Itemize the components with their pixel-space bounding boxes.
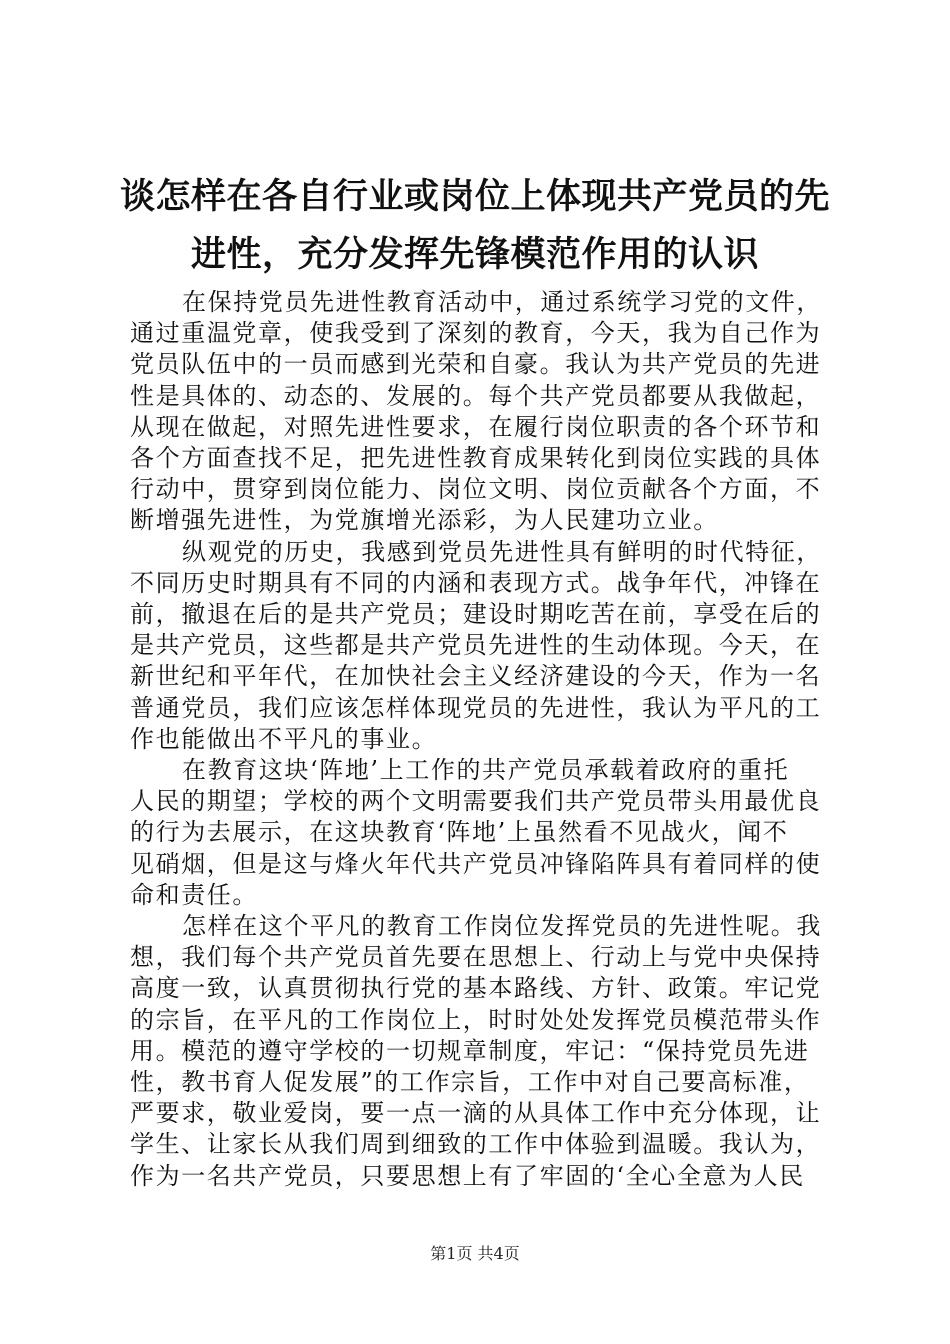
text-line: 高度一致，认真贯彻执行党的基本路线、方针、政策。牢记党 <box>130 974 822 1003</box>
text-line: 的宗旨，在平凡的工作岗位上，时时处处发挥党员模范带头作 <box>130 1005 822 1034</box>
text-line: 见硝烟，但是这与烽火年代共产党员冲锋陷阵具有着同样的使 <box>130 849 822 878</box>
paragraph-4 <box>130 911 830 1192</box>
text-line: 怎样在这个平凡的教育工作岗位发挥党员的先进性呢。我 <box>182 912 822 941</box>
document-title <box>120 168 830 284</box>
paragraph-3 <box>130 755 830 911</box>
text-line: 在保持党员先进性教育活动中，通过系统学习党的文件， <box>182 288 822 316</box>
text-line: 从现在做起，对照先进性要求，在履行岗位职责的各个环节和 <box>130 412 822 441</box>
paragraph-2 <box>130 537 830 755</box>
text-line: 新世纪和平年代，在加快社会主义经济建设的今天，作为一名 <box>130 662 822 691</box>
title-line: 进性，充分发挥先锋模范作用的认识 <box>190 235 759 275</box>
text-line: 命和责任。 <box>130 880 258 909</box>
text-line: 行动中，贯穿到岗位能力、岗位文明、岗位贡献各个方面，不 <box>130 475 822 504</box>
text-line: 是共产党员，这些都是共产党员先进性的生动体现。今天，在 <box>130 631 822 660</box>
text-line: 通过重温党章，使我受到了深刻的教育，今天，我为自己作为 <box>130 319 822 348</box>
text-line: 人民的期望；学校的两个文明需要我们共产党员带头用最优良 <box>130 787 822 816</box>
text-line: 各个方面查找不足，把先进性教育成果转化到岗位实践的具体 <box>130 444 822 473</box>
paragraph-1 <box>130 287 830 537</box>
text-line: 作也能做出不平凡的事业。 <box>130 724 438 753</box>
document-body <box>130 287 830 1192</box>
text-line: 的行为去展示，在这块教育‘阵地’上虽然看不见战火，闻不 <box>130 818 789 847</box>
text-line: 断增强先进性，为党旗增光添彩，为人民建功立业。 <box>130 506 719 535</box>
text-line: 前，撤退在后的是共产党员；建设时期吃苦在前，享受在后的 <box>130 600 822 629</box>
title-line: 谈怎样在各自行业或岗位上体现共产党员的先 <box>120 177 831 217</box>
text-line: 想，我们每个共产党员首先要在思想上、行动上与党中央保持 <box>130 943 822 972</box>
page-number-footer: 第1页 共4页 <box>430 1244 520 1263</box>
text-line: 用。模范的遵守学校的一切规章制度，牢记：“保持党员先进 <box>130 1036 810 1065</box>
text-line: 党员队伍中的一员而感到光荣和自豪。我认为共产党员的先进 <box>130 350 822 379</box>
text-line: 普通党员，我们应该怎样体现党员的先进性，我认为平凡的工 <box>130 693 822 722</box>
text-line: 性是具体的、动态的、发展的。每个共产党员都要从我做起， <box>130 381 822 410</box>
text-line: 严要求，敬业爱岗，要一点一滴的从具体工作中充分体现，让 <box>130 1099 822 1128</box>
text-line: 纵观党的历史，我感到党员先进性具有鲜明的时代特征， <box>182 537 822 566</box>
text-line: 性，教书育人促发展”的工作宗旨，工作中对自己要高标准， <box>130 1068 810 1097</box>
text-line: 在教育这块‘阵地’上工作的共产党员承载着政府的重托 <box>182 756 790 785</box>
text-line: 作为一名共产党员，只要思想上有了牢固的‘全心全意为人民 <box>130 1161 805 1190</box>
text-line: 不同历史时期具有不同的内涵和表现方式。战争年代，冲锋在 <box>130 568 822 597</box>
text-line: 学生、让家长从我们周到细致的工作中体验到温暖。我认为， <box>130 1130 822 1159</box>
